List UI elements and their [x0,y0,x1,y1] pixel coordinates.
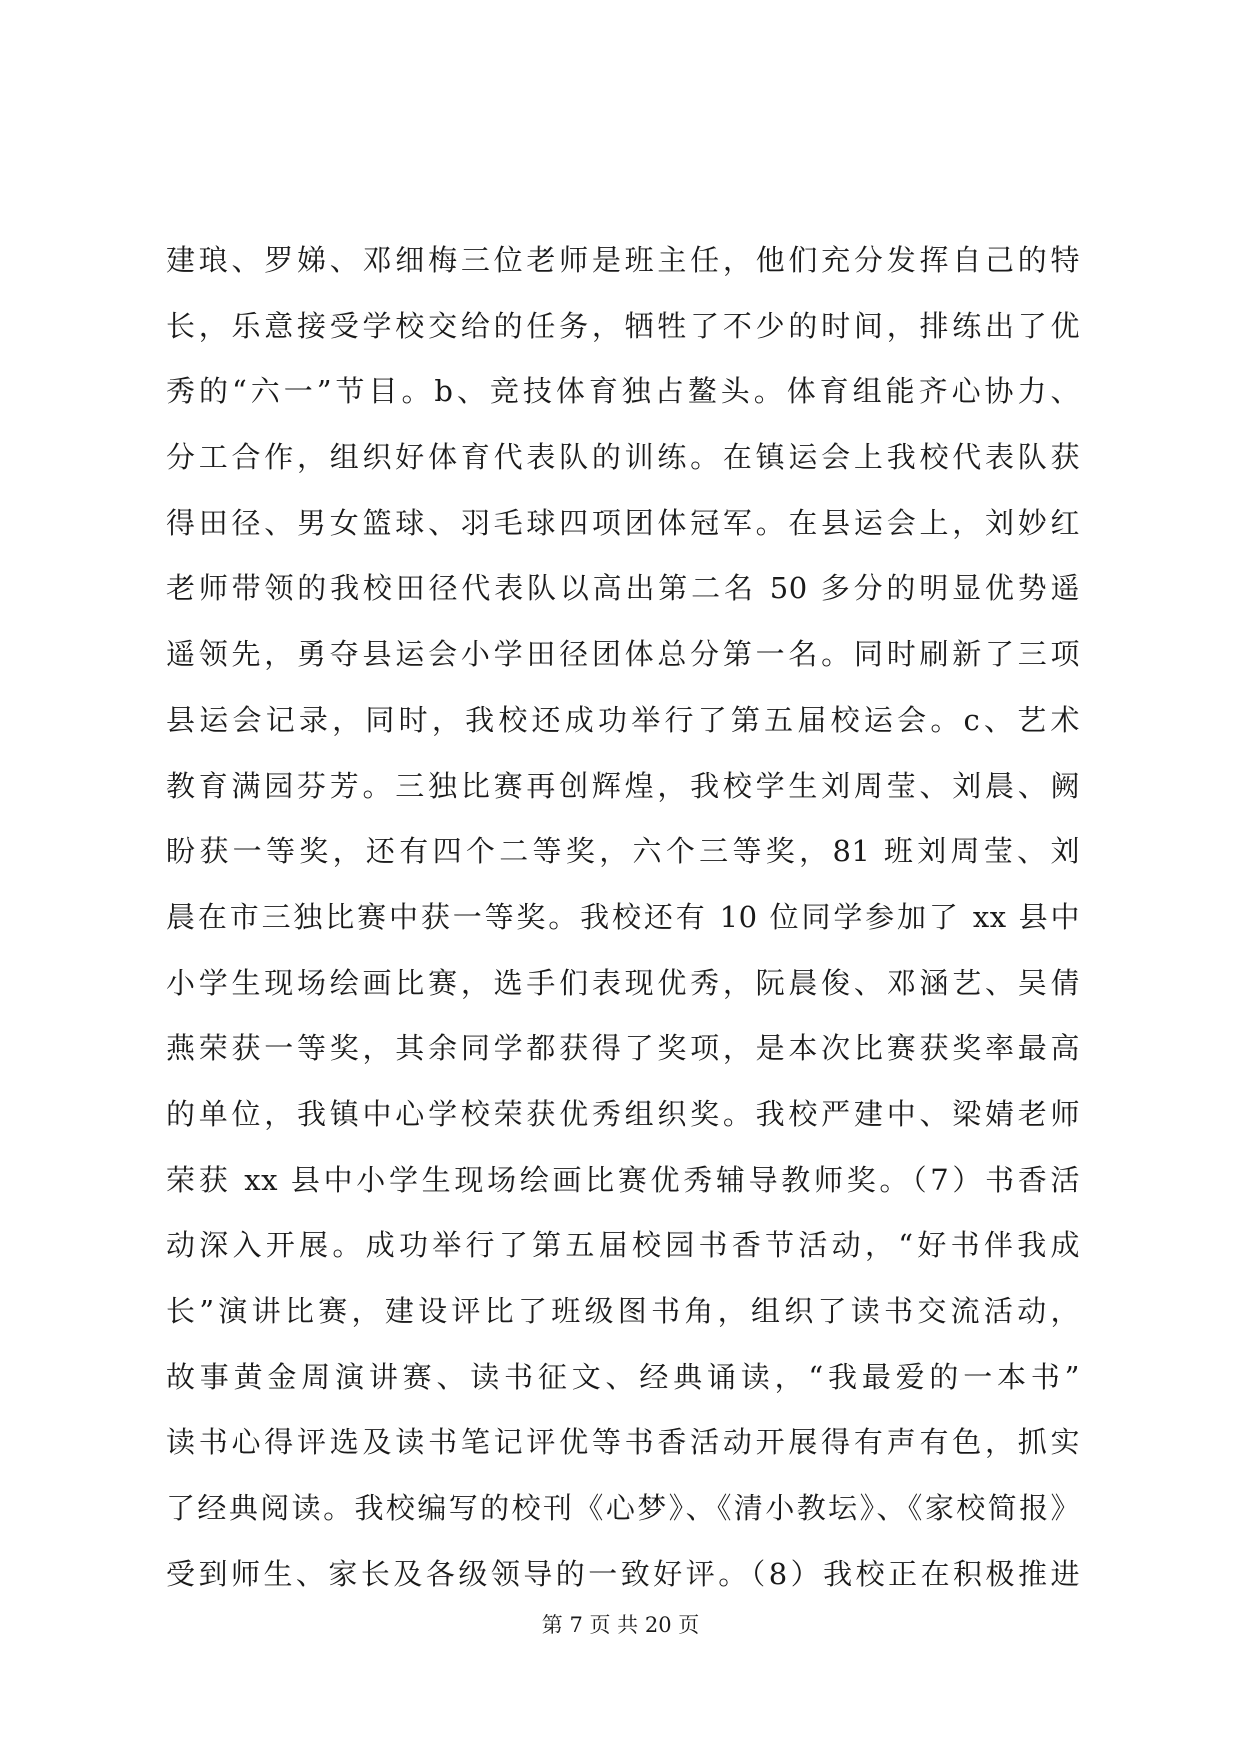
text-line: 故事黄金周演讲赛、读书征文、经典诵读，“我最爱的一本书” [166,1359,1080,1394]
text-line: 秀的“六一”节目。b、竞技体育独占鳌头。体育组能齐心协力、 [166,374,1080,409]
text-line: 读书心得评选及读书笔记评优等书香活动开展得有声有色，抓实 [166,1425,1080,1460]
text-line: 建琅、罗娣、邓细梅三位老师是班主任，他们充分发挥自己的特 [166,243,1080,277]
body-text [166,228,1080,1607]
text-line: 了经典阅读。我校编写的校刊《心梦》、《清小教坛》、《家校简报》 [166,1491,1080,1526]
page-number-footer: 第 7 页 共 20 页 [541,1613,700,1637]
text-line: 动深入开展。成功举行了第五届校园书香节活动，“好书伴我成 [166,1228,1080,1263]
text-line: 小学生现场绘画比赛，选手们表现优秀，阮晨俊、邓涵艺、吴倩 [166,965,1080,1000]
text-line: 受到师生、家长及各级领导的一致好评。（8）我校正在积极推进 [166,1556,1080,1591]
text-line: 教育满园芬芳。三独比赛再创辉煌，我校学生刘周莹、刘晨、阙 [166,768,1080,803]
text-line: 晨在市三独比赛中获一等奖。我校还有 10 位同学参加了 xx 县中 [166,899,1080,934]
text-line: 分工合作，组织好体育代表队的训练。在镇运会上我校代表队获 [166,440,1080,475]
text-line: 得田径、男女篮球、羽毛球四项团体冠军。在县运会上，刘妙红 [166,505,1080,540]
text-line: 的单位，我镇中心学校荣获优秀组织奖。我校严建中、梁婧老师 [166,1096,1080,1131]
text-line: 长，乐意接受学校交给的任务，牺牲了不少的时间，排练出了优 [166,308,1080,343]
text-line: 荣获 xx 县中小学生现场绘画比赛优秀辅导教师奖。（7）书香活 [166,1162,1080,1197]
text-line: 遥领先，勇夺县运会小学田径团体总分第一名。同时刷新了三项 [166,637,1080,672]
text-line: 盼获一等奖，还有四个二等奖，六个三等奖，81 班刘周莹、刘 [166,834,1080,869]
text-line: 燕荣获一等奖，其余同学都获得了奖项，是本次比赛获奖率最高 [166,1031,1080,1066]
text-line: 老师带领的我校田径代表队以高出第二名 50 多分的明显优势遥 [166,571,1080,606]
text-line: 县运会记录，同时，我校还成功举行了第五届校运会。c、艺术 [166,702,1080,737]
text-line: 长”演讲比赛，建设评比了班级图书角，组织了读书交流活动， [166,1294,1080,1328]
